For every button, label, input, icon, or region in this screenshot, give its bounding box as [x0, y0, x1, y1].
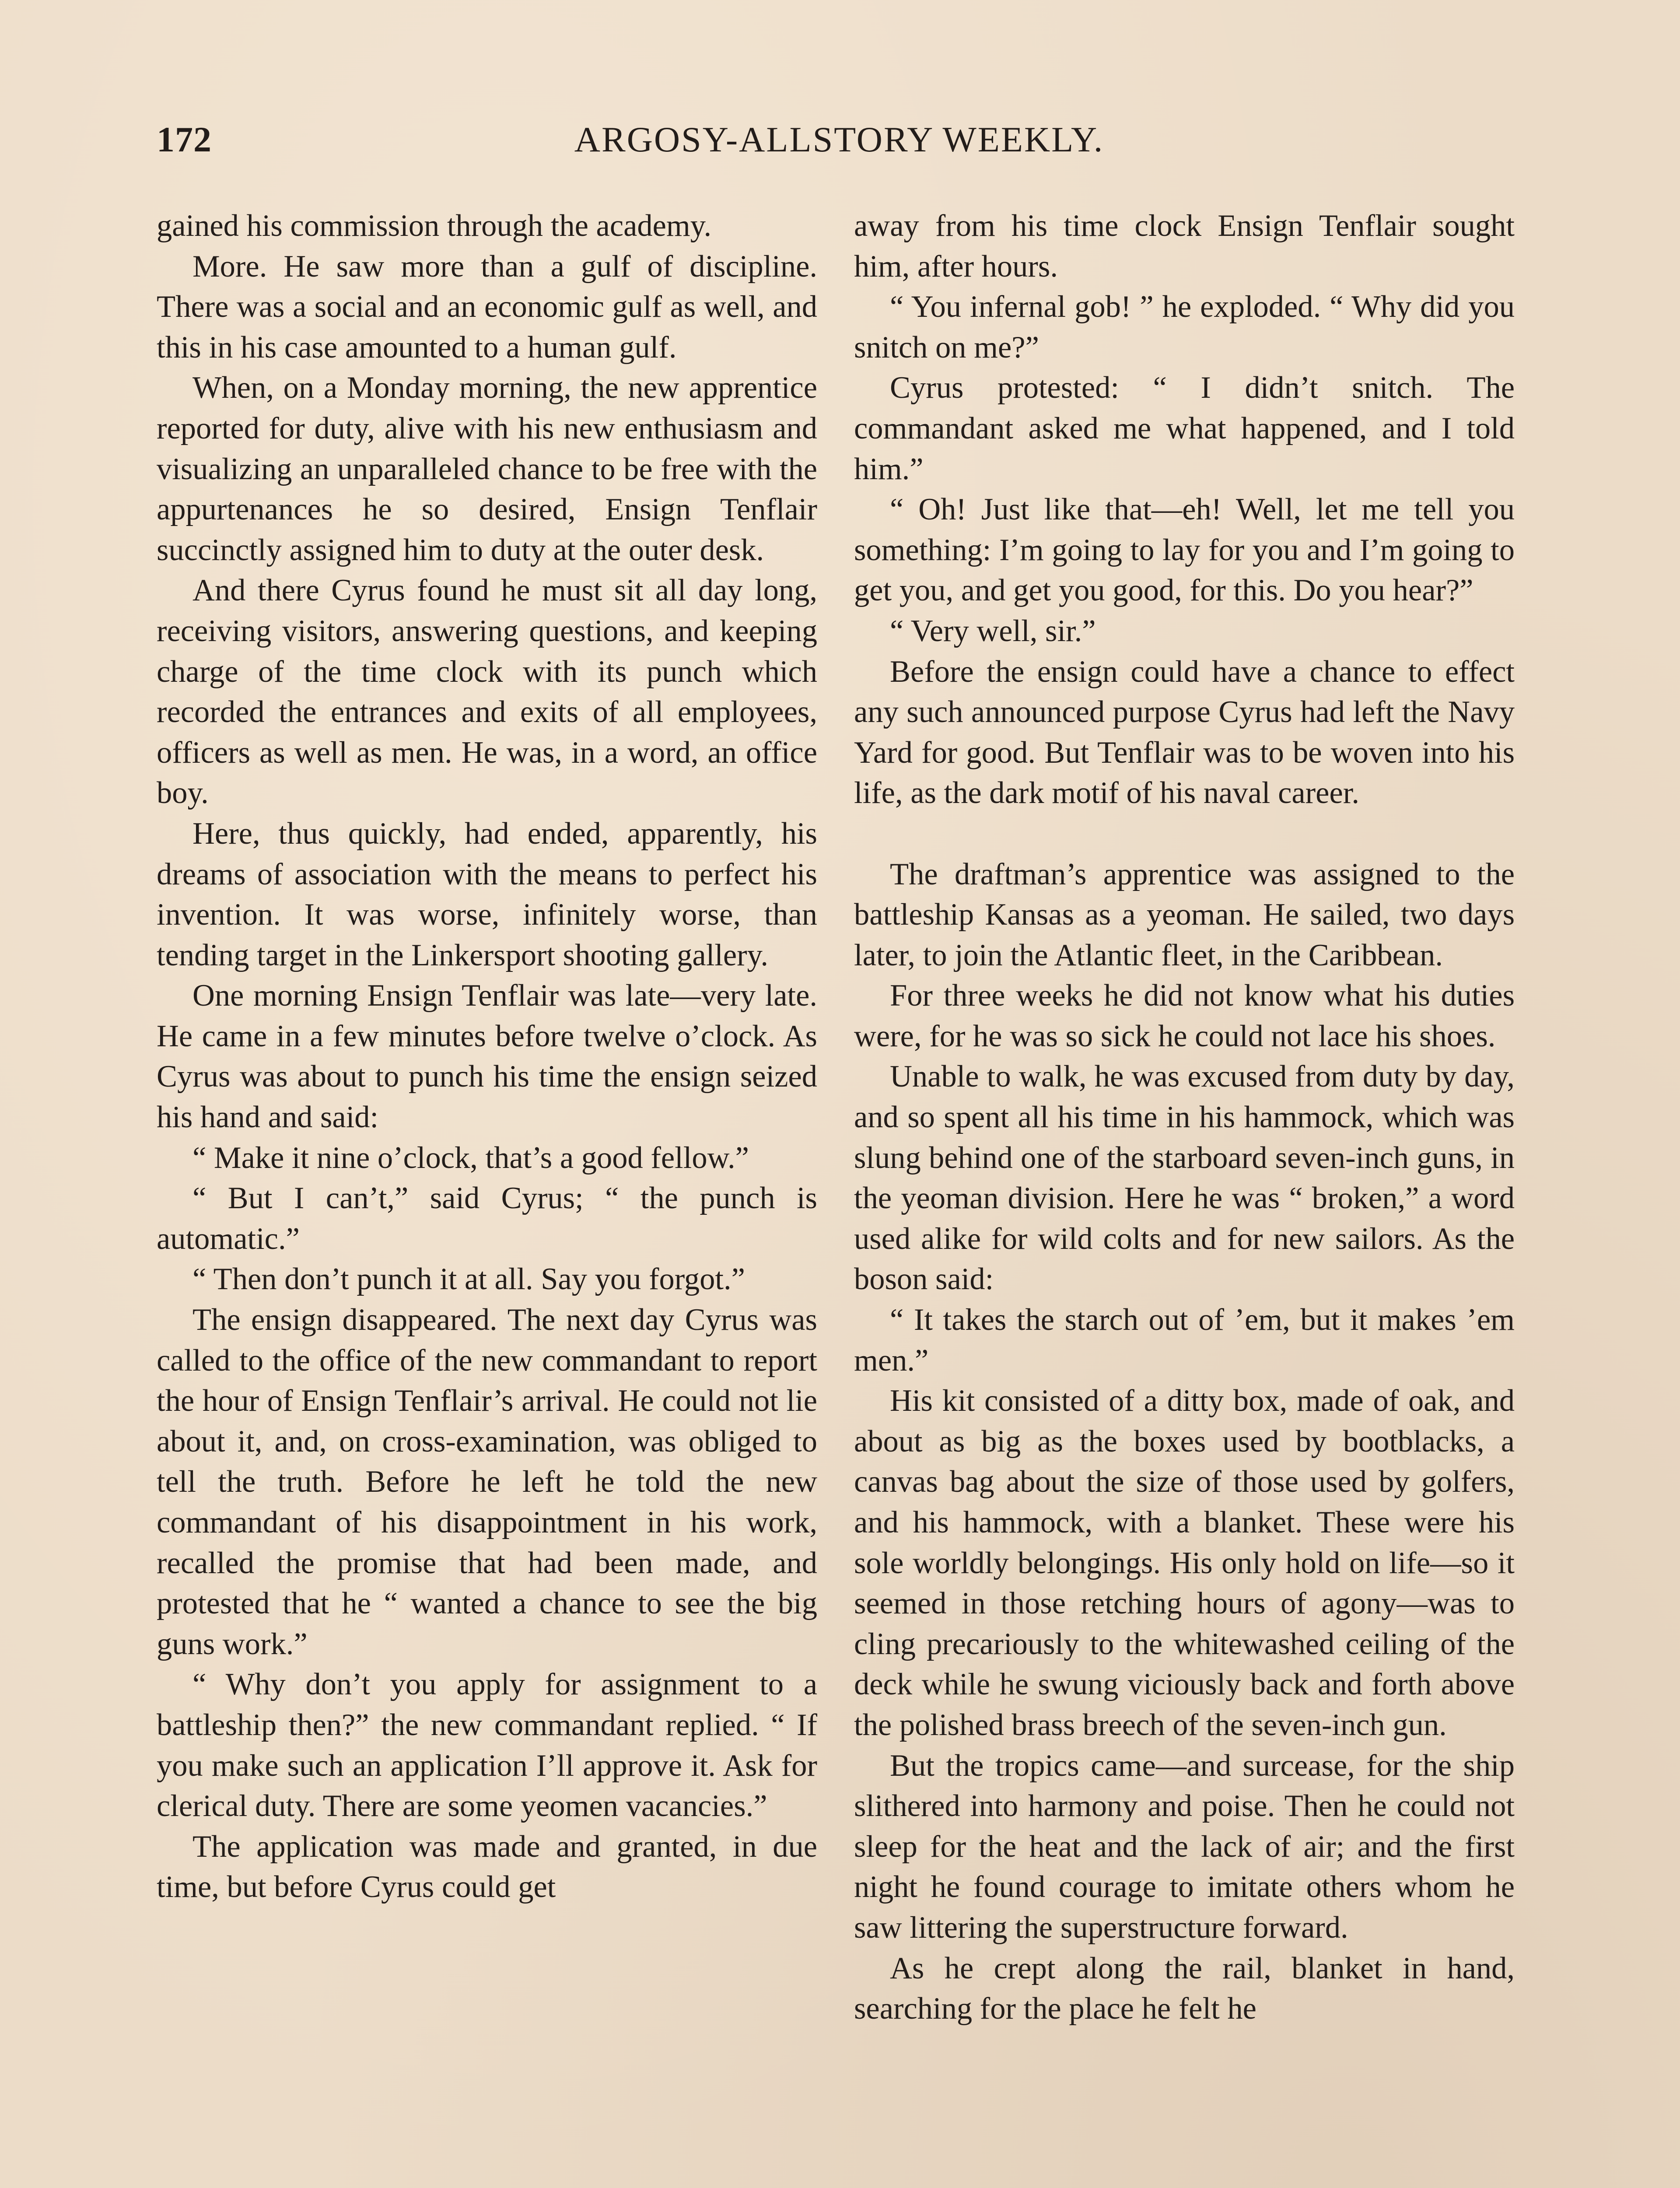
page-header: [157, 119, 1522, 176]
paragraph: “ Very well, sir.”: [890, 614, 1096, 648]
paragraph: “ It takes the starch out of ’em, but it makes ’em men.”: [854, 1303, 1515, 1378]
paragraph: When, on a Monday morning, the new apprentice reported for duty, alive with his new enthusiasm and visualizing an unparalleled chance to be free with the appurtenances he so desired, Ensign Tenflair succinctly assigned him to duty at the outer desk.: [157, 371, 817, 567]
page-number: 172: [157, 119, 212, 159]
paragraph: The application was made and granted, in due time, but before Cyrus could get: [157, 1829, 817, 1904]
running-title: ARGOSY-ALLSTORY WEEKLY.: [574, 119, 1104, 159]
paragraph: “ Then don’t punch it at all. Say you forgot.”: [192, 1262, 745, 1297]
paragraph: gained his commission through the academy.: [157, 209, 712, 243]
paragraph: “ Make it nine o’clock, that’s a good fellow.”: [192, 1140, 749, 1175]
paragraph: Unable to walk, he was excused from duty by day, and so spent all his time in his hammock, which was slung behind one of the starboard seven-inch guns, in the yeoman division. Here he was “ broken,” a word used alike for wild colts and for new sailors. As the boson said:: [854, 1059, 1515, 1297]
paragraph: “ You infernal gob! ” he exploded. “ Why did you snitch on me?”: [854, 290, 1515, 365]
paragraph: For three weeks he did not know what his duties were, for he was so sick he could not lace his shoes.: [854, 978, 1515, 1053]
left-text-column: [157, 206, 817, 1907]
paragraph: As he crept along the rail, blanket in hand, searching for the place he felt he: [854, 1951, 1515, 2026]
paragraph: Here, thus quickly, had ended, apparently, his dreams of association with the means to perfect his invention. It was worse, infinitely worse, than tending target in the Linkersport shooting gallery.: [157, 816, 817, 972]
paragraph: More. He saw more than a gulf of discipline. There was a social and an economic gulf as well, and this in his case amounted to a human gulf.: [157, 249, 817, 365]
paragraph: “ Why don’t you apply for assignment to a battleship then?” the new commandant replied. “ If you make such an application I’ll approve it. Ask for clerical duty. There are some yeomen vacancies.”: [157, 1667, 817, 1823]
paragraph: And there Cyrus found he must sit all day long, receiving visitors, answering questions, and keeping charge of the time clock with its punch which recorded the entrances and exits of all employees, officers as well as men. He was, in a word, an office boy.: [157, 573, 817, 810]
paragraph: Cyrus protested: “ I didn’t snitch. The commandant asked me what happened, and I told him.”: [854, 371, 1515, 486]
paragraph: Before the ensign could have a chance to effect any such announced purpose Cyrus had left the Navy Yard for good. But Tenflair was to be woven into his life, as the dark motif of his naval career.: [854, 654, 1515, 810]
paragraph: But the tropics came—and surcease, for the ship slithered into harmony and poise. Then he could not sleep for the heat and the lack of air; and the first night he found courage to imitate others whom he saw littering the superstructure forward.: [854, 1748, 1515, 1945]
paragraph: “ Oh! Just like that—eh! Well, let me tell you something: I’m going to lay for you and I’m going to get you, and get you good, for this. Do you hear?”: [854, 492, 1515, 608]
right-text-column: [854, 206, 1515, 2029]
paragraph: away from his time clock Ensign Tenflair sought him, after hours.: [854, 209, 1515, 284]
paragraph: The ensign disappeared. The next day Cyrus was called to the office of the new commandant to report the hour of Ensign Tenflair’s arrival. He could not lie about it, and, on cross-examination, was obliged to tell the truth. Before he left he told the new commandant of his disappointment in his work, recalled the promise that had been made, and protested that he “ wanted a chance to see the big guns work.”: [157, 1303, 817, 1661]
paragraph: The draftman’s apprentice was assigned to the battleship Kansas as a yeoman. He sailed, two days later, to join the Atlantic fleet, in the Caribbean.: [854, 857, 1515, 972]
paragraph: One morning Ensign Tenflair was late—very late. He came in a few minutes before twelve o’clock. As Cyrus was about to punch his time the ensign seized his hand and said:: [157, 978, 817, 1135]
paragraph: His kit consisted of a ditty box, made of oak, and about as big as the boxes used by bootblacks, a canvas bag about the size of those used by golfers, and his hammock, with a blanket. These were his sole worldly belongings. His only hold on life—so it seemed in those retching hours of agony—was to cling precariously to the whitewashed ceiling of the deck while he swung viciously back and forth above the polished brass breech of the seven-inch gun.: [854, 1384, 1515, 1742]
paragraph: “ But I can’t,” said Cyrus; “ the punch is automatic.”: [157, 1181, 817, 1256]
